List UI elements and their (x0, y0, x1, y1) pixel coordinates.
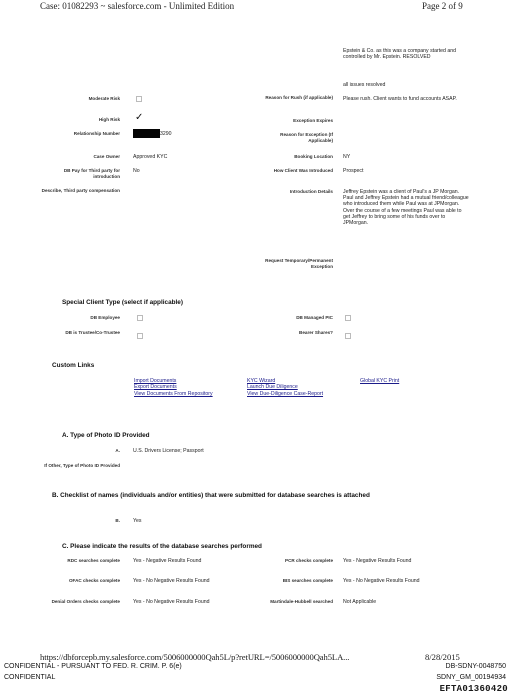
booking-location-value: NY (343, 154, 351, 160)
page-header-title: Case: 01082293 ~ salesforce.com - Unlimited Edition (40, 1, 235, 11)
label-pcr-checks: PCR checks complete (285, 558, 333, 563)
view-documents-link[interactable]: View Documents From Repository (134, 390, 213, 397)
section-b-title: B. Checklist of names (individuals and/or entities) that were submitted for database searches is attached (52, 492, 370, 499)
custom-links-col1 (134, 378, 219, 397)
section-a-marker: A. (115, 448, 120, 453)
db-pay-value: No (133, 168, 140, 174)
import-documents-link[interactable]: Import Documents (134, 378, 177, 384)
rdc-searches-value: Yes - Negative Results Found (133, 558, 202, 564)
martindale-value: Not Applicable (343, 599, 377, 605)
bearer-shares-checkbox[interactable] (345, 333, 351, 339)
label-describe-third-party: Describe, Third party compensation (41, 188, 120, 193)
section-b-marker: B. (115, 518, 120, 523)
footer-confidential: CONFIDENTIAL (4, 674, 56, 681)
label-bearer-shares: Bearer Shares? (299, 330, 333, 335)
checklist-attached-value: Yes (133, 518, 142, 524)
label-how-client-introduced: How Client Was Introduced (273, 168, 333, 173)
label-rdc-searches: RDC searches complete (67, 558, 120, 563)
case-owner-value: Approved KYC (133, 154, 168, 160)
special-client-title: Special Client Type (select if applicable) (62, 299, 183, 306)
footer-url: https://dbforcepb.my.salesforce.com/5006000000Qah5L/p?retURL=/5006000000Qah5LA... (40, 652, 350, 662)
label-db-managed-pic: DB Managed PIC (296, 315, 333, 320)
relationship-number-value: 3290 (160, 131, 172, 137)
footer-bates-2: SDNY_GM_00194934 (436, 674, 506, 681)
introduction-details-value: Jeffrey Epstein was a client of Paul's a JP Morgan. Paul and Jeffrey Epstein had a mutual friend/colleague who introduced them while Paul was at JPMorgan. Over the course of a few meetings Paul was able to get Jeffrey to bring some of his funds over to JPMorgan. (343, 189, 469, 227)
photo-id-value: U.S. Drivers License; Passport (133, 448, 204, 454)
section-a-title: A. Type of Photo ID Provided (62, 432, 150, 439)
section-c-title: C. Please indicate the results of the database searches performed (62, 543, 262, 550)
custom-links-col3 (360, 378, 399, 384)
global-kyc-print-link[interactable]: Global KYC Print (360, 378, 400, 384)
resolution-status: all issues resolved (343, 82, 386, 88)
label-db-employee: DB Employee (90, 315, 120, 320)
footer-efta: EFTA01360420 (439, 684, 508, 694)
label-introduction-details: Introduction Details (289, 189, 333, 194)
custom-links-title: Custom Links (52, 362, 95, 369)
custom-links-col2 (247, 378, 347, 397)
label-bis-searches: BIS searches complete (282, 578, 333, 583)
label-exception-expires: Exception Expires (293, 118, 333, 123)
footer-confidential-fed: CONFIDENTIAL - PURSUANT TO FED. R. CRIM. P. 6(e) (4, 663, 182, 670)
how-client-introduced-value: Prospect (343, 168, 364, 174)
label-moderate-risk: Moderate Risk (88, 96, 120, 101)
label-db-pay: DB Pay for Third party for introduction (63, 168, 120, 179)
label-request-temporary-exception: Request Temporary/Permanent Exception (265, 258, 333, 269)
view-due-diligence-report-link[interactable]: View Due-Diligence Case-Report (247, 390, 324, 397)
high-risk-check-icon[interactable]: ✓ (135, 112, 144, 123)
launch-due-diligence-link[interactable]: Launch Due Diligence (247, 384, 298, 391)
label-booking-location: Booking Location (294, 154, 333, 159)
pcr-checks-value: Yes - Negative Results Found (343, 558, 412, 564)
moderate-risk-checkbox[interactable] (136, 96, 142, 102)
label-martindale: Martindale-Hubbell searched (270, 599, 333, 604)
label-high-risk: High Risk (98, 117, 120, 122)
reason-for-rush-value: Please rush. Client wants to fund accounts ASAP. (343, 96, 457, 102)
resolution-note: Epstein & Co. as this was a company started and controlled by Mr. Epstein. RESOLVED (343, 48, 457, 61)
denial-orders-value: Yes - No Negative Results Found (133, 599, 210, 605)
db-trustee-checkbox[interactable] (137, 333, 143, 339)
page-header-pagenum: Page 2 of 9 (422, 1, 463, 11)
label-reason-for-exception: Reason for Exception (If Applicable) (280, 132, 333, 143)
export-documents-link[interactable]: Export Documents (134, 384, 177, 391)
label-db-trustee: DB is Trustee/Co-Trustee (65, 330, 120, 335)
kyc-wizard-link[interactable]: KYC Wizard (247, 378, 276, 384)
label-denial-orders: Denial Orders checks complete (51, 599, 120, 604)
db-managed-pic-checkbox[interactable] (345, 315, 351, 321)
footer-date: 8/28/2015 (425, 652, 460, 662)
db-employee-checkbox[interactable] (137, 315, 143, 321)
redaction-box (133, 129, 160, 138)
label-relationship-number: Relationship Number (73, 131, 120, 136)
label-ofac-checks: OFAC checks complete (68, 578, 120, 583)
label-case-owner: Case Owner (93, 154, 120, 159)
bis-searches-value: Yes - No Negative Results Found (343, 578, 420, 584)
label-other-photo-id: If Other, Type of Photo ID Provided (44, 463, 120, 468)
label-reason-for-rush: Reason for Rush (if applicable) (265, 95, 333, 100)
footer-bates-1: DB-SDNY-0048750 (445, 663, 506, 670)
ofac-checks-value: Yes - No Negative Results Found (133, 578, 210, 584)
